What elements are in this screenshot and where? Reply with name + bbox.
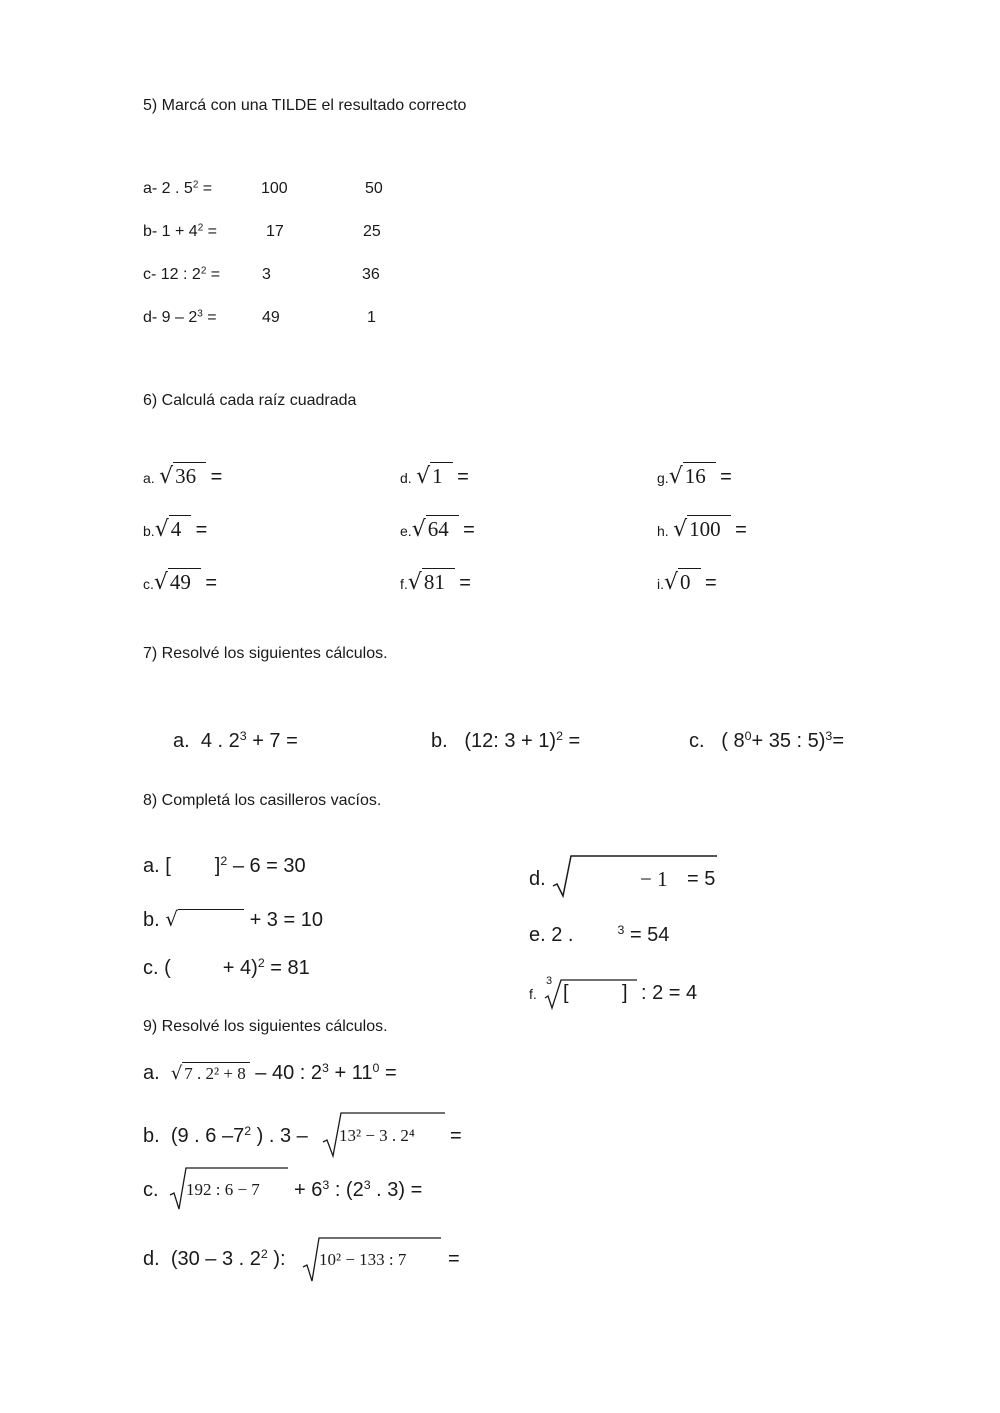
s5-row-c-option-1[interactable]: 3 xyxy=(262,266,271,283)
s5-row-a-expr: a- 2 . $5^2$ = xyxy=(143,179,213,197)
s9-item-a: a. √ 7 . 2² + 8 – 40 : $2^3 + 11^0$ = xyxy=(143,1061,397,1084)
s5-row-c-expr: c- 12 : $2^2$ = xyxy=(143,265,221,283)
s9-item-c: c. 192 : 6 − 7 + $6^3$ : ($2^3$ . 3) = xyxy=(143,1165,543,1215)
s6-item-c: c.√49 = xyxy=(143,570,218,595)
s6-item-d: d. √1 = xyxy=(400,464,469,489)
s8-item-e: e. 2 . $^3$ = 54 xyxy=(529,923,670,946)
s8-item-a: a. [ ]$^2$ – 6 = 30 xyxy=(143,854,306,877)
s7-item-c: c. ( $8^0+ 35$ : 5)$^3$= xyxy=(689,729,845,752)
s6-item-e: e.√64 = xyxy=(400,517,475,542)
s5-row-d-option-2[interactable]: 1 xyxy=(367,309,376,326)
sqrt-icon: √ xyxy=(153,570,168,595)
s6-item-b: b.√4 = xyxy=(143,517,208,542)
s6-item-a: a. √36 = xyxy=(143,464,223,489)
sqrt-icon: √ xyxy=(154,517,169,542)
sqrt-icon: √ xyxy=(407,570,422,595)
sqrt-icon: √ xyxy=(159,464,174,489)
blank-radicand[interactable] xyxy=(178,909,244,930)
s5-row-a-option-2[interactable]: 50 xyxy=(365,180,383,197)
s8-item-b: b. √ + 3 = 10 xyxy=(143,907,323,931)
sqrt-icon: √ xyxy=(664,570,679,595)
s6-item-i: i.√0 = xyxy=(657,570,717,595)
section-7-title: 7) Resolvé los siguientes cálculos. xyxy=(143,645,388,662)
sqrt-icon: √ xyxy=(668,464,683,489)
s9-item-d: d. (30 – 3 . $2^2$ ): 10² − 133 : 7 = xyxy=(143,1235,563,1285)
s9-item-b: b. (9 . 6 $-7^2$ ) . 3 – 13² − 3 . 2⁴ = xyxy=(143,1110,543,1160)
s5-row-a-option-1[interactable]: 100 xyxy=(261,180,288,197)
s5-row-c-option-2[interactable]: 36 xyxy=(362,266,380,283)
sqrt-icon: √ xyxy=(165,907,178,931)
blank-box[interactable] xyxy=(575,982,621,1004)
sqrt-icon: √ xyxy=(170,1063,183,1084)
s5-row-d-expr: d- $9 - 2^3$ = xyxy=(143,308,217,326)
s8-item-c: c. ( + 4)$^2$ = 81 xyxy=(143,956,310,979)
s5-row-d-option-1[interactable]: 49 xyxy=(262,309,280,326)
section-9-title: 9) Resolvé los siguientes cálculos. xyxy=(143,1018,388,1035)
section-8-title: 8) Completá los casilleros vacíos. xyxy=(143,792,382,809)
s6-item-f: f.√81 = xyxy=(400,570,471,595)
s6-item-h: h. √100 = xyxy=(657,517,747,542)
sqrt-icon: √ xyxy=(673,517,688,542)
sqrt-icon: √ xyxy=(411,517,426,542)
s5-row-b-expr: b- $1 + 4^2$ = xyxy=(143,222,218,240)
s7-item-b: b. (12: 3 + 1)$^2$ = xyxy=(431,729,581,752)
section-6-title: 6) Calculá cada raíz cuadrada xyxy=(143,392,357,409)
section-5-title: 5) Marcá con una TILDE el resultado correcto xyxy=(143,97,467,114)
s5-row-b-option-2[interactable]: 25 xyxy=(363,223,381,240)
sqrt-icon: √ xyxy=(416,464,431,489)
s5-row-b-option-1[interactable]: 17 xyxy=(266,223,284,240)
s7-item-a: a. 4 . $2^3 + 7$ = xyxy=(173,729,298,752)
s6-item-g: g.√16 = xyxy=(657,464,732,489)
